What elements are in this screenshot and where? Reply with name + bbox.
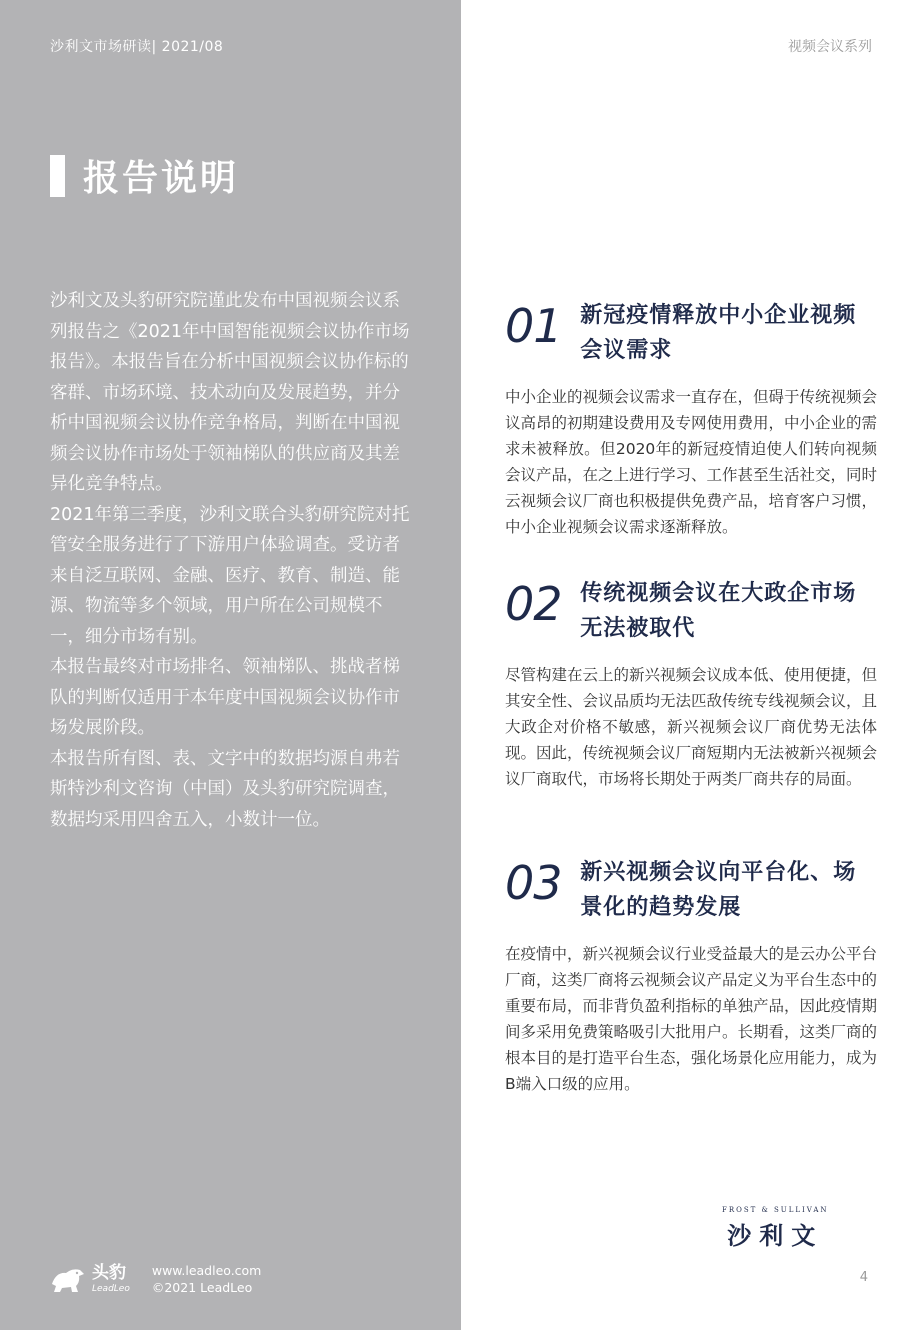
intro-paragraph: 2021年第三季度，沙利文联合头豹研究院对托管安全服务进行了下游用户体验调查。受访者来自泛互联网、金融、医疗、教育、制造、能源、物流等多个领域，用户所在公司规模不一，细分市场有别。 xyxy=(50,504,410,647)
logo-chinese-text: 头豹 xyxy=(92,1262,126,1283)
logo-english-text: LeadLeo xyxy=(92,1283,130,1294)
intro-text xyxy=(50,286,410,835)
page-title-block xyxy=(50,150,239,201)
brand-chinese-text: 沙利文 xyxy=(727,1222,824,1250)
section-body: 中小企业的视频会议需求一直存在，但碍于传统视频会议高昂的初期建设费用及专网使用费用，中小企业的需求未被释放。但2020年的新冠疫情迫使人们转向视频会议产品，在之上进行学习、工作甚至生活社交，同时云视频会议厂商也积极提供免费产品，培育客户习惯，中小企业视频会议需求逐渐释放。 xyxy=(505,388,878,536)
page-number: 4 xyxy=(859,1270,868,1285)
section-title: 传统视频会议在大政企市场无法被取代 xyxy=(580,581,857,641)
intro-paragraph: 本报告最终对市场排名、领袖梯队、挑战者梯队的判断仅适用于本年度中国视频会议协作市场发展阶段。 xyxy=(50,657,400,738)
copyright-text: ©2021 LeadLeo xyxy=(151,1280,253,1295)
section-number: 03 xyxy=(505,856,562,910)
header-left-label: 沙利文市场研读| 2021/08 xyxy=(50,39,224,55)
intro-paragraph: 本报告所有图、表、文字中的数据均源自弗若斯特沙利文咨询（中国）及头豹研究院调查，数据均采用四舍五入，小数计一位。 xyxy=(50,748,400,830)
frost-sullivan-logo xyxy=(722,1206,829,1251)
section-number: 02 xyxy=(505,577,562,631)
section-title: 新兴视频会议向平台化、场景化的趋势发展 xyxy=(580,860,857,920)
section-number: 01 xyxy=(505,299,562,353)
page-title: 报告说明 xyxy=(83,158,240,199)
leadleo-logo xyxy=(92,1262,130,1294)
section-header xyxy=(505,576,877,646)
section-body: 在疫情中，新兴视频会议行业受益最大的是云办公平台厂商，这类厂商将云视频会议产品定义为平台生态中的重要布局，而非背负盈利指标的单独产品，因此疫情期间多采用免费策略吸引大批用户。长期看，这类厂商的根本目的是打造平台生态，强化场景化应用能力，成为B端入口级的应用。 xyxy=(505,945,878,1093)
header-right-label: 视频会议系列 xyxy=(788,39,872,55)
website-link[interactable]: www.leadleo.com xyxy=(151,1263,262,1278)
section-03 xyxy=(505,855,877,1097)
title-accent-bar xyxy=(50,155,65,197)
section-01 xyxy=(505,298,877,540)
section-body: 尽管构建在云上的新兴视频会议成本低、使用便捷，但其安全性、会议品质均无法匹敌传统专线视频会议，且大政企对价格不敏感，新兴视频会议厂商优势无法体现。因此，传统视频会议厂商短期内无法被新兴视频会议厂商取代，市场将长期处于两类厂商共存的局面。 xyxy=(505,666,878,788)
section-header xyxy=(505,298,877,368)
brand-english-text: FROST & SULLIVAN xyxy=(722,1206,829,1214)
leopard-logo-icon xyxy=(50,1264,86,1294)
footer-info xyxy=(152,1262,262,1296)
footer xyxy=(50,1262,261,1296)
intro-paragraph: 沙利文及头豹研究院谨此发布中国视频会议系列报告之《2021年中国智能视频会议协作市场报告》。本报告旨在分析中国视频会议协作标的客群、市场环境、技术动向及发展趋势，并分析中国视频会议协作竞争格局，判断在中国视频会议协作市场处于领袖梯队的供应商及其差异化竞争特点。 xyxy=(50,291,410,494)
section-02 xyxy=(505,576,877,792)
section-title: 新冠疫情释放中小企业视频会议需求 xyxy=(580,303,857,363)
section-header xyxy=(505,855,877,925)
